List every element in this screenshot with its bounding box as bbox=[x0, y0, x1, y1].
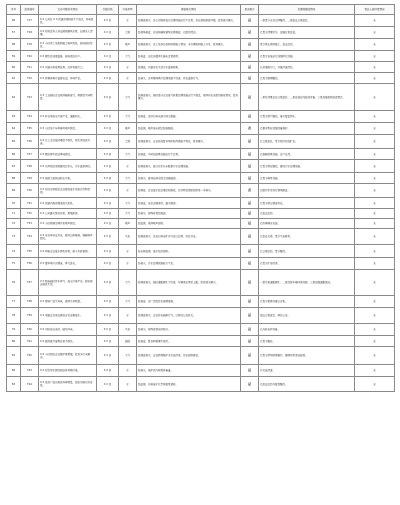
cell-id: T25 bbox=[27, 127, 32, 130]
cell-id: T17 bbox=[27, 19, 32, 22]
cell-blame: 无 bbox=[373, 249, 376, 253]
cell-id: T21 bbox=[27, 65, 32, 69]
cell-id: T20 bbox=[27, 54, 32, 58]
cell-blame: 无 bbox=[373, 76, 376, 80]
cell-id: T39 bbox=[27, 314, 32, 317]
cell-area: X X 区 bbox=[103, 189, 112, 192]
cell-finding: 经现场核查，该地块确有建筑垃圾堆放，已组织清运。 bbox=[138, 31, 199, 34]
cell-blame: 无 bbox=[373, 176, 376, 180]
cell-area: X X 区 bbox=[103, 354, 112, 357]
cell-area: X X 区 bbox=[103, 176, 112, 180]
cell-handling: 已要求物业加强设备维护。 bbox=[260, 127, 291, 130]
cell-type: 水 bbox=[126, 189, 129, 192]
table-row bbox=[7, 198, 395, 209]
cell-valid: 是 bbox=[247, 75, 251, 80]
cell-id: T42 bbox=[27, 354, 32, 357]
cell-area: X X 区 bbox=[103, 43, 112, 46]
cell-problem: X X 砂石场扬尘污染严重，道路积尘。 bbox=[40, 115, 83, 118]
complaint-table bbox=[6, 4, 395, 392]
table-row bbox=[7, 258, 395, 270]
cell-area: X X 区 bbox=[103, 339, 112, 343]
cell-type: 土壤 bbox=[124, 140, 130, 143]
header-id: 投诉编号 bbox=[21, 5, 39, 15]
cell-handling: 已立案查处，责令规范危废贮存。 bbox=[260, 140, 298, 143]
cell-valid: 是 bbox=[247, 42, 251, 46]
cell-blame: 无 bbox=[373, 31, 376, 34]
cell-type: 大气 bbox=[124, 300, 130, 303]
cell-valid: 是 bbox=[247, 221, 251, 225]
cell-area: X X 区 bbox=[103, 235, 112, 238]
cell-problem: X X 村民反映附近企业排放废水导致农作物受损。 bbox=[40, 187, 91, 194]
cell-no: 68 bbox=[11, 176, 16, 180]
cell-id: T44 bbox=[27, 382, 32, 386]
cell-id: T30 bbox=[27, 189, 32, 192]
cell-handling: 已依法关停，责令生态修复。 bbox=[260, 235, 293, 238]
cell-problem: X X 化工企业废渣堆放不规范，雨天渗滤液外流。 bbox=[40, 138, 91, 145]
header-area: 行政区域 bbox=[97, 5, 119, 15]
table-row bbox=[7, 51, 395, 62]
header-problem: 交办问题基本情况 bbox=[39, 5, 97, 15]
cell-finding: 经调查核实，企业危废暂存场所防渗措施不到位，投诉属实。 bbox=[138, 140, 206, 143]
cell-blame: 无 bbox=[373, 354, 376, 357]
cell-area: X X 区 bbox=[103, 140, 112, 143]
cell-area: X X 区 bbox=[103, 76, 112, 80]
cell-no: 58 bbox=[11, 43, 16, 46]
cell-problem: X X 公司在 X X 街道违规排放生产废水，异味扰民。 bbox=[40, 17, 94, 24]
cell-blame: 无 bbox=[373, 339, 376, 343]
cell-problem: X X 混凝土搅拌站粉尘污染。 bbox=[40, 176, 73, 180]
cell-type: 大气 bbox=[124, 54, 130, 58]
cell-handling: 已责令安装运行油烟净化设施。 bbox=[260, 54, 296, 58]
cell-id: T37 bbox=[27, 281, 32, 284]
cell-no: 83 bbox=[11, 382, 16, 386]
header-type: 污染类型 bbox=[119, 5, 137, 15]
cell-finding: 经调查核实，部分农家乐未配套污水处理设施。 bbox=[138, 164, 191, 168]
cell-valid: 是 bbox=[247, 381, 251, 386]
header-handling: 处理和整改情况 bbox=[259, 5, 355, 15]
table-row bbox=[7, 27, 395, 39]
cell-finding: 经调查，企业废水经处理达标排放，农作物受损原因待进一步核实。 bbox=[138, 189, 214, 192]
table-row bbox=[7, 219, 395, 229]
cell-finding: 经监测，夜间噪声超标。 bbox=[138, 222, 166, 225]
cell-no: 65 bbox=[11, 140, 16, 143]
cell-type: 大气 bbox=[124, 212, 130, 215]
table-row bbox=[7, 336, 395, 347]
table-row bbox=[7, 377, 395, 392]
cell-no: 78 bbox=[11, 314, 16, 317]
cell-type: 水 bbox=[126, 164, 129, 168]
cell-finding: 经核实，现场有焚烧痕迹。 bbox=[138, 212, 169, 215]
cell-problem: X X 物流园区货车尾气、扬尘污染严重，影响周边居民生活。 bbox=[40, 279, 93, 286]
cell-no: 59 bbox=[11, 54, 16, 58]
cell-handling: 已协调移位安装。 bbox=[260, 222, 281, 225]
cell-valid: 是 bbox=[247, 163, 251, 168]
cell-type: 大气 bbox=[124, 281, 130, 284]
cell-id: T24 bbox=[27, 115, 32, 118]
cell-finding: 经监测，外排废水化学需氧量超标。 bbox=[138, 382, 179, 386]
cell-problem: X X 餐饮店油烟直排，影响周边住户。 bbox=[40, 54, 83, 58]
cell-type: 固废 bbox=[124, 339, 130, 343]
cell-id: T18 bbox=[27, 31, 32, 34]
cell-handling: 已封堵排污口，开展河道清淤。 bbox=[260, 65, 296, 69]
cell-blame: 无 bbox=[373, 127, 376, 130]
cell-handling: 已责令停业整改，建设污水处理设施。 bbox=[260, 164, 303, 168]
cell-blame: 无 bbox=[373, 65, 376, 69]
cell-no: 70 bbox=[11, 201, 16, 205]
cell-no: 76 bbox=[11, 281, 16, 284]
cell-finding: 经调查核实，园区部分企业废气收集处理设施运行不稳定，夜间存在无组织排放情况，投诉属实。 bbox=[138, 94, 239, 100]
cell-no: 75 bbox=[11, 262, 16, 265]
table-row bbox=[7, 173, 395, 184]
cell-area: X X 区 bbox=[103, 369, 112, 372]
cell-id: T35 bbox=[27, 249, 32, 253]
cell-no: 74 bbox=[11, 249, 16, 253]
cell-handling: 已责令扩容改造。 bbox=[260, 262, 281, 265]
cell-id: T31 bbox=[27, 201, 32, 205]
cell-type: 大气 bbox=[124, 95, 130, 99]
cell-finding: 经监测，噪声值未超过标准限值。 bbox=[138, 127, 176, 130]
cell-valid: 是 bbox=[247, 30, 251, 34]
table-row bbox=[7, 209, 395, 219]
cell-problem: X X 河段非法采砂，破坏河床。 bbox=[40, 328, 76, 331]
cell-area: X X 区 bbox=[103, 115, 112, 118]
cell-finding: 经核查，暂存间管理不规范。 bbox=[138, 339, 171, 343]
cell-blame: 无 bbox=[373, 235, 376, 238]
cell-handling: 已责令更换并建立台账。 bbox=[260, 300, 288, 303]
table-row bbox=[7, 15, 395, 27]
cell-handling: 已依法处罚并督促整改。 bbox=[260, 382, 288, 386]
cell-type: 生态 bbox=[124, 235, 130, 238]
cell-no: 69 bbox=[11, 189, 16, 192]
cell-handling: 已维修除臭设施，日产日清。 bbox=[260, 152, 293, 156]
cell-no: 71 bbox=[11, 212, 16, 215]
document-page bbox=[6, 4, 394, 501]
cell-valid: 是 bbox=[247, 280, 251, 284]
cell-finding: 经核查，该店无喷漆房，露天喷漆。 bbox=[138, 201, 179, 205]
cell-type: 生态 bbox=[124, 328, 130, 331]
cell-type: 大气 bbox=[124, 115, 130, 118]
cell-area: X X 区 bbox=[103, 31, 112, 34]
cell-no: 82 bbox=[11, 369, 16, 372]
cell-id: T27 bbox=[27, 152, 32, 156]
cell-valid: 是 bbox=[247, 248, 251, 253]
cell-area: X X 区 bbox=[103, 19, 112, 22]
cell-problem: X X 河道水体发黑发臭，沿岸有排污口。 bbox=[40, 65, 86, 69]
cell-area: X X 区 bbox=[103, 212, 112, 215]
cell-no: 81 bbox=[11, 354, 16, 357]
cell-valid: 是 bbox=[247, 234, 251, 238]
cell-valid: 是 bbox=[247, 64, 251, 69]
table-row bbox=[7, 123, 395, 135]
cell-handling: 已责令停产整改，落实覆盖洒水。 bbox=[260, 115, 298, 118]
cell-finding: 经调查，河道存在生活污水直排现象。 bbox=[138, 65, 181, 69]
table-row bbox=[7, 73, 395, 84]
cell-finding: 经核实，搅拌站料仓除尘设施破损。 bbox=[138, 176, 179, 180]
cell-finding: 经调查核实，该采石场采矿许可证已过期，仍在开采。 bbox=[138, 235, 199, 238]
cell-problem: X X 养殖场粪污直排农田，异味严重。 bbox=[40, 76, 83, 80]
cell-type: 大气 bbox=[124, 176, 130, 180]
cell-handling: 已责令限期整改。 bbox=[260, 76, 281, 80]
cell-problem: X X 电镀企业违法排放含重金属废水。 bbox=[40, 314, 83, 317]
table-row bbox=[7, 229, 395, 245]
header-finding: 调查核实情况 bbox=[137, 5, 241, 15]
cell-type: 大气 bbox=[124, 201, 130, 205]
cell-finding: 经核实，现场发现采砂船只。 bbox=[138, 328, 171, 331]
cell-blame: 无 bbox=[373, 328, 376, 331]
cell-valid: 是 bbox=[247, 299, 251, 303]
table-row bbox=[7, 365, 395, 377]
cell-area: X X 区 bbox=[103, 328, 112, 331]
cell-area: X X 区 bbox=[103, 54, 112, 58]
cell-problem: X X 公司露天焚烧垃圾，黑烟滚滚。 bbox=[40, 212, 81, 215]
cell-problem: X X 工业园区企业夜间偷排废气，刺激性气味明显。 bbox=[40, 94, 93, 100]
cell-problem: X X 印染企业废水颜色异常，排入市政管网。 bbox=[40, 249, 91, 253]
cell-id: T22 bbox=[27, 76, 32, 80]
cell-area: X X 区 bbox=[103, 95, 112, 99]
cell-area: X X 区 bbox=[103, 222, 112, 225]
cell-finding: 经核实，污水处理设施能力不足。 bbox=[138, 262, 176, 265]
table-header-row bbox=[7, 5, 395, 15]
cell-handling: 已立案处罚，责令整改。 bbox=[260, 249, 288, 253]
header-no: 序号 bbox=[7, 5, 21, 15]
cell-type: 噪声 bbox=[124, 222, 130, 225]
cell-area: X X 区 bbox=[103, 314, 112, 317]
cell-no: 79 bbox=[11, 328, 16, 331]
cell-handling: 已依法处罚。 bbox=[260, 212, 276, 215]
cell-id: T38 bbox=[27, 300, 32, 303]
table-row bbox=[7, 160, 395, 173]
cell-handling: 一是完善道路硬化；二是设置车辆冲洗设施；三是加强道路保洁。 bbox=[260, 281, 333, 284]
cell-area: X X 区 bbox=[103, 127, 112, 130]
cell-id: T34 bbox=[27, 235, 32, 238]
cell-finding: 经核实，保护区内有散养畜禽。 bbox=[138, 369, 174, 372]
cell-blame: 无 bbox=[373, 95, 376, 99]
cell-blame: 无 bbox=[373, 201, 376, 205]
cell-blame: 无 bbox=[373, 43, 376, 46]
cell-problem: X X 小区旁工地夜间施工噪声扰民，影响居民休息。 bbox=[40, 41, 93, 48]
cell-blame: 无 bbox=[373, 382, 376, 386]
cell-blame: 无 bbox=[373, 314, 376, 317]
table-row bbox=[7, 270, 395, 296]
cell-finding: 经调查核实，企业燃煤锅炉未完成改造，存在超标排放。 bbox=[138, 354, 201, 357]
cell-area: X X 区 bbox=[103, 152, 112, 156]
cell-finding: 经调查核实，园区道路硬化不完善，车辆进出带泥上路，投诉部分属实。 bbox=[138, 281, 219, 284]
cell-handling: 已责令停用燃煤锅炉，限期改用清洁能源。 bbox=[260, 354, 308, 357]
cell-blame: 无 bbox=[373, 281, 376, 284]
cell-type: 水 bbox=[126, 262, 129, 265]
cell-no: 62 bbox=[11, 95, 16, 99]
cell-valid: 是 bbox=[247, 327, 251, 331]
cell-problem: X X 屠宰场污水横流，臭气熏天。 bbox=[40, 262, 78, 265]
header-blame: 责任人被问责情况 bbox=[355, 5, 395, 15]
cell-finding: 经核实，该养殖场粪污处理设施不完善，存在直排行为。 bbox=[138, 76, 201, 80]
cell-id: T33 bbox=[27, 222, 32, 225]
cell-problem: X X 村饮用水源地周边有养殖污染。 bbox=[40, 369, 81, 372]
cell-type: 水 bbox=[126, 314, 129, 317]
table-row bbox=[7, 149, 395, 160]
cell-finding: 经核查，该厂活性炭未按期更换。 bbox=[138, 300, 176, 303]
cell-problem: X X 医院医疗废物处置不规范。 bbox=[40, 339, 76, 343]
cell-valid: 是 bbox=[247, 151, 251, 156]
cell-valid: 是 bbox=[247, 313, 251, 317]
cell-type: 噪声 bbox=[124, 43, 130, 46]
cell-handling: 已没收采砂设备。 bbox=[260, 328, 281, 331]
table-row bbox=[7, 347, 395, 365]
table-row bbox=[7, 308, 395, 324]
cell-no: 72 bbox=[11, 222, 16, 225]
cell-finding: 经核查，该砂石场未落实抑尘措施。 bbox=[138, 115, 179, 118]
cell-handling: 已责令清理完毕，加强日常巡查。 bbox=[260, 31, 298, 34]
cell-area: X X 区 bbox=[103, 281, 112, 284]
cell-area: X X 区 bbox=[103, 201, 112, 205]
cell-problem: X X 镇垃圾中转站臭味扰民。 bbox=[40, 152, 73, 156]
cell-type: 噪声 bbox=[124, 127, 130, 130]
cell-id: T43 bbox=[27, 369, 32, 372]
cell-valid: 是 bbox=[247, 114, 251, 118]
cell-id: T28 bbox=[27, 164, 32, 168]
cell-blame: 无 bbox=[373, 152, 376, 156]
cell-type: 水 bbox=[126, 249, 129, 253]
cell-type: 水 bbox=[126, 65, 129, 69]
cell-area: X X 区 bbox=[103, 300, 112, 303]
cell-handling: 已完成清退。 bbox=[260, 369, 276, 372]
table-row bbox=[7, 84, 395, 111]
cell-id: T19 bbox=[27, 43, 32, 46]
cell-blame: 无 bbox=[373, 140, 376, 143]
cell-no: 77 bbox=[11, 300, 16, 303]
cell-finding: 经核查，中转站除臭设施运行不正常。 bbox=[138, 152, 181, 156]
cell-type: 水 bbox=[126, 19, 129, 22]
cell-problem: X X 小区商铺空调外机噪声扰民。 bbox=[40, 222, 78, 225]
cell-blame: 无 bbox=[373, 212, 376, 215]
cell-valid: 否 bbox=[247, 126, 251, 130]
cell-area: X X 区 bbox=[103, 249, 112, 253]
cell-type: 土壤 bbox=[124, 31, 130, 34]
table-row bbox=[7, 111, 395, 123]
cell-valid: 是 bbox=[247, 211, 251, 215]
cell-valid: 是 bbox=[247, 200, 251, 205]
cell-valid: 是 bbox=[247, 139, 251, 143]
cell-handling: 已责令整改。 bbox=[260, 339, 276, 343]
cell-handling: 依法立案查处，移送公安。 bbox=[260, 314, 291, 317]
cell-blame: 无 bbox=[373, 54, 376, 58]
cell-handling: 已组织专家进行现场勘查。 bbox=[260, 189, 291, 192]
cell-no: 73 bbox=[11, 235, 16, 238]
cell-problem: X X 采石场非法开采，破坏山体植被，爆破噪声扰民。 bbox=[40, 233, 93, 240]
cell-id: T23 bbox=[27, 95, 32, 99]
cell-valid: 是 bbox=[247, 175, 251, 180]
cell-finding: 经调查核实，该工地存在夜间违规施工情况，未办理夜间施工许可，投诉属实。 bbox=[138, 43, 226, 46]
cell-no: 56 bbox=[11, 19, 16, 22]
cell-blame: 无 bbox=[373, 189, 376, 192]
table-row bbox=[7, 62, 395, 73]
cell-valid: 是 bbox=[247, 338, 251, 343]
cell-problem: X X 水库周边违规建设农家乐，污水直排库区。 bbox=[40, 164, 93, 168]
cell-no: 61 bbox=[11, 76, 16, 80]
cell-valid: 是 bbox=[247, 53, 251, 58]
cell-valid: 是 bbox=[247, 353, 251, 357]
cell-problem: X X 小区地下车库排风噪声扰民。 bbox=[40, 127, 78, 130]
cell-handling: 已责令修复设施。 bbox=[260, 176, 281, 180]
cell-handling: 责令停止夜间施工，依法处罚。 bbox=[260, 43, 296, 46]
cell-no: 63 bbox=[11, 115, 16, 118]
cell-problem: X X 食品厂废水排放异味明显，周边沟渠水质变差。 bbox=[40, 381, 93, 387]
cell-blame: 无 bbox=[373, 262, 376, 265]
cell-area: X X 区 bbox=[103, 164, 112, 168]
cell-problem: X X 小区周边企业锅炉冒黑烟，投诉多次未解决。 bbox=[40, 352, 91, 359]
cell-no: 64 bbox=[11, 127, 16, 130]
header-valid: 是否属实 bbox=[241, 5, 259, 15]
cell-blame: 无 bbox=[373, 369, 376, 372]
cell-type: 水 bbox=[126, 369, 129, 372]
cell-valid: 是 bbox=[247, 94, 251, 99]
cell-area: X X 区 bbox=[103, 262, 112, 265]
cell-handling: 已责令停止喷漆作业。 bbox=[260, 201, 286, 205]
table-row bbox=[7, 184, 395, 198]
cell-valid: 否 bbox=[247, 188, 251, 192]
cell-id: T36 bbox=[27, 262, 32, 265]
cell-blame: 无 bbox=[373, 19, 376, 22]
cell-blame: 无 bbox=[373, 115, 376, 118]
cell-blame: 无 bbox=[373, 300, 376, 303]
table-row bbox=[7, 324, 395, 336]
cell-id: T26 bbox=[27, 140, 32, 143]
cell-no: 60 bbox=[11, 65, 16, 69]
cell-type: 水 bbox=[126, 76, 129, 80]
cell-id: T29 bbox=[27, 176, 32, 180]
table-row bbox=[7, 39, 395, 51]
cell-finding: 经核查，该店油烟净化器未正常使用。 bbox=[138, 54, 181, 58]
cell-id: T41 bbox=[27, 339, 32, 343]
cell-id: T40 bbox=[27, 328, 32, 331]
cell-handling: 一是对涉事企业立案查处；二是安装在线监控设备；三是加强夜间巡查频次。 bbox=[260, 95, 346, 99]
cell-finding: 经调查核实，该公司现有废水处理设施运行不正常，存在超标排放问题，投诉部分属实。 bbox=[138, 19, 236, 22]
cell-problem: X X 街道汽修店喷漆废气扰民。 bbox=[40, 201, 76, 205]
cell-type: 大气 bbox=[124, 354, 130, 357]
cell-type: 大气 bbox=[124, 152, 130, 156]
table-body bbox=[7, 15, 395, 392]
cell-valid: 是 bbox=[247, 18, 251, 22]
cell-no: 66 bbox=[11, 152, 16, 156]
cell-area: X X 区 bbox=[103, 65, 112, 69]
cell-valid: 是 bbox=[247, 261, 251, 265]
table-row bbox=[7, 245, 395, 258]
cell-finding: 经调查核实，企业存在偷排行为，已移送公安机关。 bbox=[138, 314, 196, 317]
cell-no: 57 bbox=[11, 31, 16, 34]
cell-no: 67 bbox=[11, 164, 16, 168]
cell-type: 水 bbox=[126, 382, 129, 386]
cell-blame: 无 bbox=[373, 164, 376, 168]
cell-area: X X 区 bbox=[103, 382, 112, 386]
cell-id: T32 bbox=[27, 212, 32, 215]
cell-problem: X X 塑料厂废气异味，夜间尤其明显。 bbox=[40, 300, 83, 303]
cell-blame: 无 bbox=[373, 222, 376, 225]
cell-finding: 经采样监测，废水色度超标。 bbox=[138, 249, 171, 253]
table-row bbox=[7, 296, 395, 308]
cell-problem: X X 村附近有人非法倾倒建筑垃圾，长期无人清理。 bbox=[40, 29, 93, 36]
cell-handling: 一是责令企业立即整改，二是依法立案查处。 bbox=[260, 19, 311, 22]
cell-valid: 是 bbox=[247, 368, 251, 372]
cell-no: 80 bbox=[11, 339, 16, 343]
table-row bbox=[7, 135, 395, 149]
